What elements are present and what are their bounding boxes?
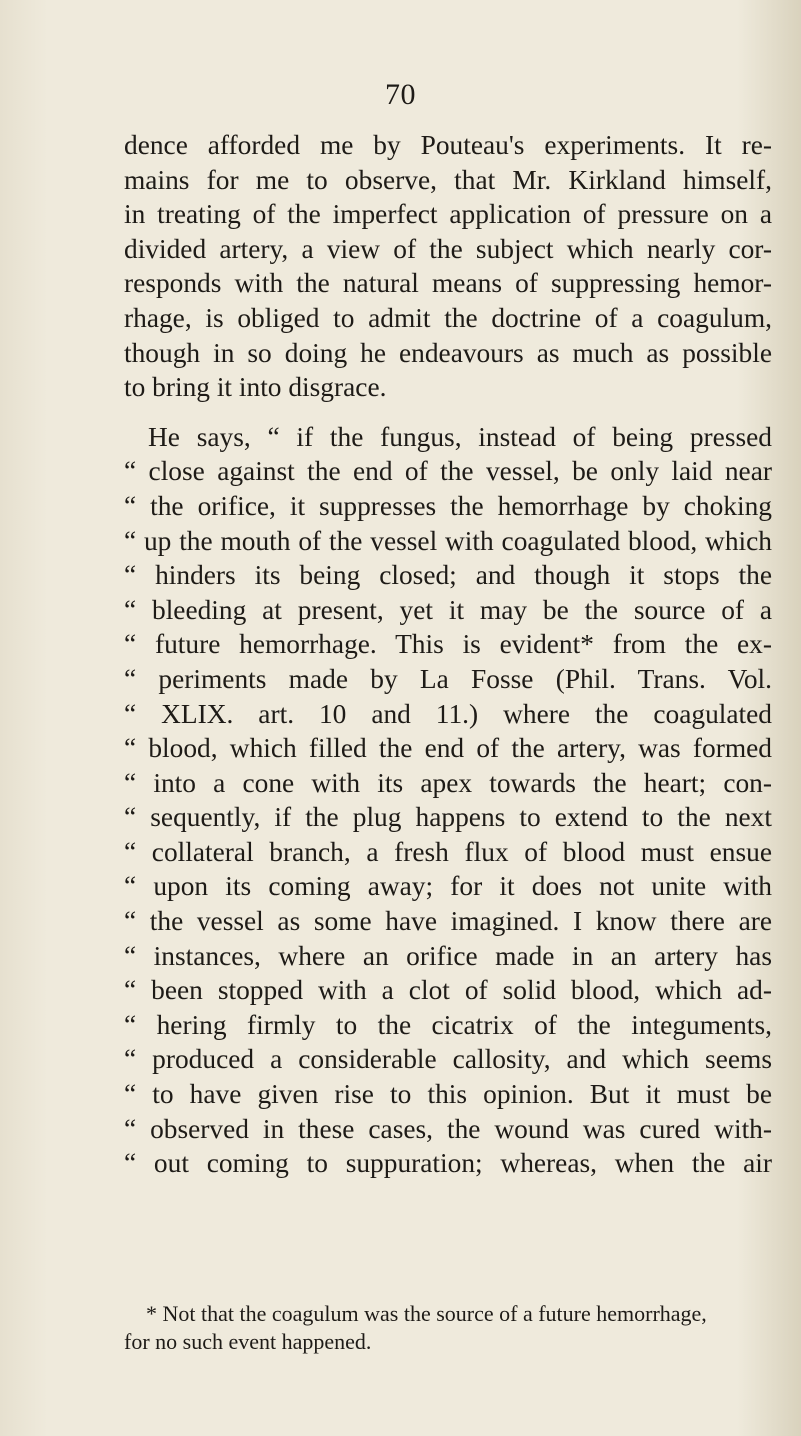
text-line: “ collateral branch, a fresh flux of blood must ensue xyxy=(124,836,772,867)
text-line: responds with the natural means of suppressing hemor- xyxy=(124,268,772,299)
text-line: divided artery, a view of the subject which nearly cor- xyxy=(124,233,772,264)
text-line: to bring it into disgrace. xyxy=(124,372,387,403)
text-line: “ bleeding at present, yet it may be the source of a xyxy=(124,594,772,625)
text-line: though in so doing he endeavours as much as possible xyxy=(124,337,772,368)
text-line: He says, “ if the fungus, instead of being pressed xyxy=(148,421,772,452)
text-line: “ out coming to suppuration; whereas, when the air xyxy=(124,1148,772,1179)
footnote-line: * Not that the coagulum was the source of a future hemorrhage, xyxy=(146,1301,707,1326)
text-line: “ the vessel as some have imagined. I know there are xyxy=(124,906,772,937)
text-line: “ into a cone with its apex towards the heart; con- xyxy=(124,767,772,798)
text-line: “ future hemorrhage. This is evident* from the ex- xyxy=(124,629,772,660)
text-line: “ periments made by La Fosse (Phil. Trans. Vol. xyxy=(124,663,772,694)
text-line: in treating of the imperfect application of pressure on a xyxy=(124,199,772,230)
text-line: “ XLIX. art. 10 and 11.) where the coagulated xyxy=(124,698,772,729)
text-line: “ the orifice, it suppresses the hemorrhage by choking xyxy=(124,490,772,521)
footnote xyxy=(124,1300,772,1356)
text-line: “ sequently, if the plug happens to extend to the next xyxy=(124,802,772,833)
text-line: “ upon its coming away; for it does not unite with xyxy=(124,871,772,902)
paragraph-gap xyxy=(124,405,772,420)
main-text xyxy=(124,128,772,1181)
text-line: “ blood, which filled the end of the artery, was formed xyxy=(124,733,772,764)
footnote-line: for no such event happened. xyxy=(124,1329,372,1354)
text-line: “ up the mouth of the vessel with coagulated blood, which xyxy=(124,525,772,556)
page-number: 70 xyxy=(385,78,416,111)
text-line: “ close against the end of the vessel, be only laid near xyxy=(124,456,772,487)
text-line: dence afforded me by Pouteau's experiments. It re- xyxy=(124,130,772,160)
text-line: “ observed in these cases, the wound was cured with- xyxy=(124,1113,772,1144)
text-line: “ to have given rise to this opinion. But it must be xyxy=(124,1079,772,1110)
text-line: mains for me to observe, that Mr. Kirkland himself, xyxy=(124,164,772,195)
text-line: rhage, is obliged to admit the doctrine of a coagulum, xyxy=(124,302,772,333)
text-line: “ instances, where an orifice made in an artery has xyxy=(124,940,772,971)
text-line: “ produced a considerable callosity, and which seems xyxy=(124,1044,772,1075)
text-line: “ been stopped with a clot of solid blood, which ad- xyxy=(124,975,772,1006)
text-line: “ hering firmly to the cicatrix of the integuments, xyxy=(124,1009,772,1040)
text-line: “ hinders its being closed; and though it stops the xyxy=(124,560,772,591)
